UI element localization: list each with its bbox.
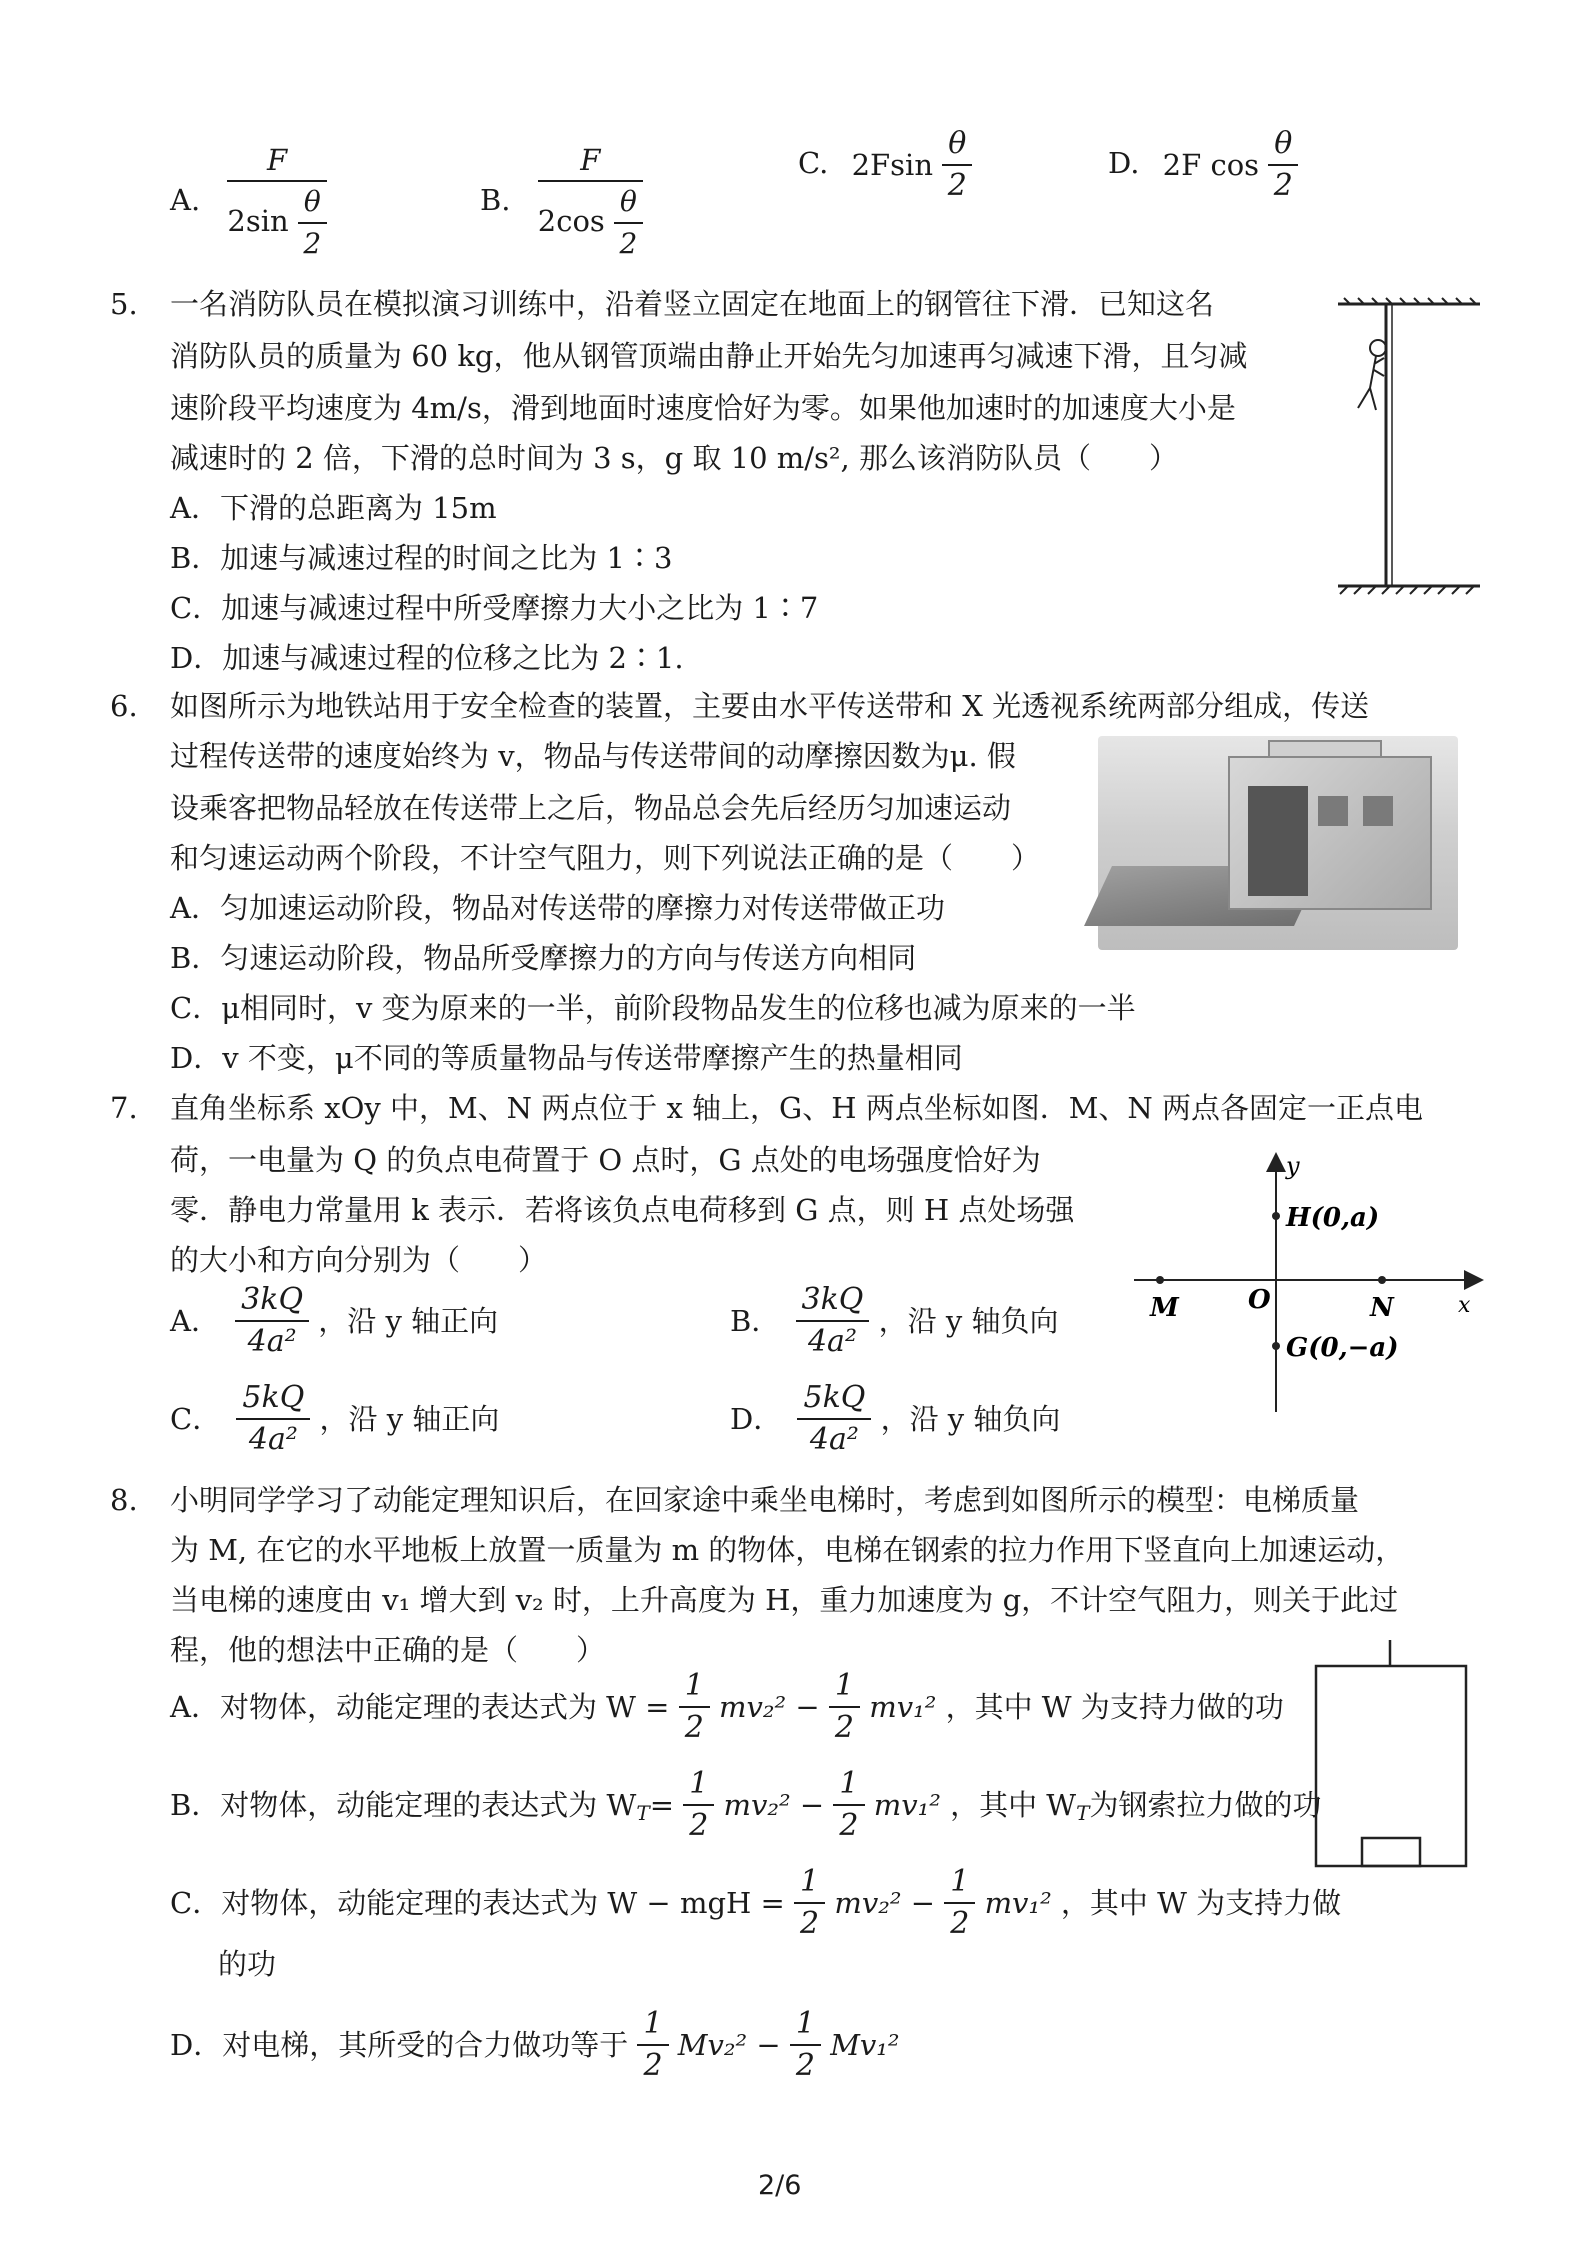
option-label: A.: [170, 183, 201, 217]
direction-text: ，沿 y 轴正向: [318, 1304, 499, 1338]
h-label: H(0,a): [1286, 1203, 1380, 1233]
question-number: 8.: [110, 1483, 138, 1517]
elevator-car: [1316, 1666, 1466, 1866]
monitor-2: [1363, 796, 1393, 826]
monitor-1: [1318, 796, 1348, 826]
kinetic-term-1: Mv₁²: [830, 2028, 900, 2062]
question-number: 5.: [110, 287, 138, 321]
n-label: N: [1370, 1293, 1394, 1323]
q8-option-c: [170, 1862, 1341, 1944]
half-denominator: 2: [684, 1710, 704, 1745]
option-label: D.: [1108, 146, 1140, 180]
q5-option-a: A．下滑的总距离为 15m: [170, 491, 497, 525]
kinetic-term-2: mv₂²: [723, 1788, 791, 1822]
q7-line-3: 零．静电力常量用 k 表示．若将该负点电荷移到 G 点，则 H 点处场强: [170, 1193, 1075, 1227]
q8-line-4: 程，他的想法中正确的是（ ）: [170, 1633, 606, 1667]
origin-label: O: [1248, 1285, 1271, 1315]
option-label: A．: [170, 1304, 220, 1338]
q8-line-2: 为 M, 在它的水平地板上放置一质量为 m 的物体，电梯在钢索的拉力作用下竖直向上加速运动，: [170, 1533, 1405, 1567]
kinetic-term-1: mv₁²: [984, 1886, 1052, 1920]
theta: θ: [614, 182, 643, 224]
q6-line-3: 设乘客把物品轻放在传送带上之后，物品总会先后经历匀加速运动: [170, 791, 1012, 825]
half-denominator: 2: [689, 1808, 709, 1843]
two: 2: [1273, 168, 1293, 203]
theta: θ: [942, 124, 972, 166]
option-label: B.: [480, 183, 511, 217]
kinetic-term-1: mv₁²: [869, 1690, 937, 1724]
option-text-tail: ，其中 W: [950, 1788, 1077, 1822]
half-denominator: 2: [950, 1906, 970, 1941]
half-numerator: 1: [944, 1862, 975, 1904]
q5-option-d: D．加速与减速过程的位移之比为 2∶1.: [170, 641, 684, 675]
half-numerator: 1: [833, 1764, 864, 1806]
point-n: [1378, 1276, 1386, 1284]
coordinate-system-figure: [1130, 1150, 1490, 1420]
direction-text: ，沿 y 轴负向: [880, 1402, 1061, 1436]
equals-sign: =: [649, 1788, 674, 1822]
q6-line-2: 过程传送带的速度始终为 v，物品与传送带间的动摩擦因数为μ. 假: [170, 739, 1016, 773]
q7-line-4: 的大小和方向分别为（ ）: [170, 1243, 548, 1277]
two: 2: [303, 227, 322, 260]
q7-line-1: 直角坐标系 xOy 中，M、N 两点位于 x 轴上，G、H 两点坐标如图．M、N 两点各固定一正点电: [170, 1091, 1423, 1125]
page-number: 2/6: [758, 2170, 802, 2201]
expression: 2Fsin: [851, 148, 934, 182]
q6-option-a: A．匀加速运动阶段，物品对传送带的摩擦力对传送带做正功: [170, 891, 945, 925]
fraction: [538, 140, 643, 264]
g-label: G(0,−a): [1286, 1333, 1399, 1363]
minus-sign: −: [910, 1886, 936, 1920]
question-number: 6.: [110, 689, 138, 723]
firefighter-pole-figure: [1330, 296, 1490, 614]
q5-line-3: 速阶段平均速度为 4m/s，滑到地面时速度恰好为零。如果他加速时的加速度大小是: [170, 391, 1236, 425]
fraction: [227, 140, 326, 264]
theta: θ: [298, 182, 327, 224]
q7-line-2: 荷，一电量为 Q 的负点电荷置于 O 点时，G 点处的电场强度恰好为: [170, 1143, 1041, 1177]
option-label: B．: [730, 1304, 781, 1338]
fraction-numerator: 3kQ: [796, 1280, 870, 1322]
fraction-denominator: 4a²: [248, 1422, 298, 1457]
half-numerator: 1: [637, 2004, 668, 2046]
subscript-t: T: [636, 1800, 650, 1825]
q8-line-1: 小明同学学习了动能定理知识后，在回家途中乘坐电梯时，考虑到如图所示的模型：电梯质量: [170, 1483, 1360, 1517]
q4-option-d: [1108, 124, 1298, 206]
two: 2: [947, 168, 967, 203]
q4-option-c: [798, 124, 972, 206]
q7-option-a: [170, 1280, 498, 1362]
q5-line-2: 消防队员的质量为 60 kg，他从钢管顶端由静止开始先匀加速再匀减速下滑，且匀减: [170, 339, 1248, 373]
fraction-numerator: 3kQ: [235, 1280, 309, 1322]
kinetic-term-2: Mv₂²: [677, 2028, 748, 2062]
half-numerator: 1: [679, 1666, 710, 1708]
y-axis-label: y: [1286, 1152, 1300, 1180]
direction-text: ，沿 y 轴正向: [319, 1402, 500, 1436]
fraction-denominator: 4a²: [247, 1324, 297, 1359]
option-text: B．对物体，动能定理的表达式为 W: [170, 1788, 637, 1822]
elevator-figure: [1300, 1636, 1480, 1876]
fraction-denominator: 4a²: [807, 1324, 857, 1359]
minus-sign: −: [795, 1690, 820, 1724]
point-m: [1156, 1276, 1164, 1284]
q4-option-b: [480, 140, 643, 264]
minus-sign: −: [756, 2028, 781, 2062]
point-g: [1272, 1342, 1280, 1350]
option-text: C．对物体，动能定理的表达式为 W − mgH =: [170, 1886, 785, 1920]
expression: 2F cos: [1162, 148, 1260, 182]
q8-option-b: [170, 1764, 1321, 1846]
minus-sign: −: [799, 1788, 825, 1822]
q4-option-a: [170, 140, 327, 264]
subscript-t: T: [1076, 1800, 1090, 1825]
theta: θ: [1268, 124, 1298, 166]
half-numerator: 1: [829, 1666, 860, 1708]
fraction-numerator: 5kQ: [797, 1378, 871, 1420]
fraction-denominator-text: 2cos: [537, 204, 605, 238]
object-block: [1362, 1838, 1420, 1866]
half-denominator: 2: [795, 2048, 815, 2083]
q7-option-d: [730, 1378, 1060, 1460]
kinetic-term-2: mv₂²: [719, 1690, 787, 1724]
fraction-numerator: F: [538, 140, 643, 182]
m-label: M: [1150, 1293, 1179, 1323]
question-number: 7.: [110, 1091, 138, 1125]
direction-text: ，沿 y 轴负向: [878, 1304, 1059, 1338]
half-numerator: 1: [794, 1862, 825, 1904]
kinetic-term-2: mv₂²: [834, 1886, 902, 1920]
q5-option-c: C．加速与减速过程中所受摩擦力大小之比为 1∶7: [170, 591, 819, 625]
half-numerator: 1: [790, 2004, 821, 2046]
fraction-numerator: F: [227, 140, 326, 182]
option-label: D．: [730, 1402, 783, 1436]
kinetic-term-1: mv₁²: [873, 1788, 941, 1822]
q7-option-b: [730, 1280, 1058, 1362]
half-denominator: 2: [839, 1808, 859, 1843]
half-numerator: 1: [683, 1764, 714, 1806]
q6-line-1: 如图所示为地铁站用于安全检查的装置，主要由水平传送带和 X 光透视系统两部分组成，传送: [170, 689, 1370, 723]
half-denominator: 2: [800, 1906, 820, 1941]
q8-option-c-continuation: 的功: [218, 1947, 277, 1981]
option-text: A．对物体，动能定理的表达式为 W =: [170, 1690, 670, 1724]
option-text-tail-2: 为钢索拉力做的功: [1089, 1788, 1322, 1822]
xray-scanner-photo: [1098, 736, 1458, 950]
fraction-numerator: 5kQ: [236, 1378, 310, 1420]
q6-line-4: 和匀速运动两个阶段，不计空气阻力，则下列说法正确的是（ ）: [170, 841, 1041, 875]
q8-option-d: [170, 2004, 900, 2086]
option-label: C.: [798, 146, 829, 180]
option-label: C．: [170, 1402, 222, 1436]
q5-line-1: 一名消防队员在模拟演习训练中，沿着竖立固定在地面上的钢管往下滑．已知这名: [170, 287, 1215, 321]
option-text-tail: ，其中 W 为支持力做: [1060, 1886, 1342, 1920]
q8-line-3: 当电梯的速度由 v₁ 增大到 v₂ 时，上升高度为 H，重力加速度为 g，不计空气阻力，则关于此过: [170, 1583, 1399, 1617]
q5-line-4: 减速时的 2 倍，下滑的总时间为 3 s，g 取 10 m/s², 那么该消防队员（ ）: [170, 441, 1178, 475]
q7-option-c: [170, 1378, 499, 1460]
two: 2: [619, 227, 638, 260]
half-denominator: 2: [643, 2048, 663, 2083]
point-h: [1272, 1212, 1280, 1220]
q5-option-b: B．加速与减速过程的时间之比为 1∶3: [170, 541, 673, 575]
option-text: D．对电梯，其所受的合力做功等于: [170, 2028, 629, 2062]
fraction-denominator-text: 2sin: [227, 204, 289, 238]
x-axis-label: x: [1458, 1293, 1471, 1318]
fraction-denominator: 4a²: [809, 1422, 859, 1457]
q6-option-c: C．μ相同时，v 变为原来的一半，前阶段物品发生的位移也减为原来的一半: [170, 991, 1136, 1025]
half-denominator: 2: [834, 1710, 855, 1745]
option-text-tail: ，其中 W 为支持力做的功: [945, 1690, 1284, 1724]
q6-option-b: B．匀速运动阶段，物品所受摩擦力的方向与传送方向相同: [170, 941, 917, 975]
q8-option-a: [170, 1666, 1284, 1748]
scanner-tunnel: [1248, 786, 1308, 896]
q6-option-d: D．v 不变，μ不同的等质量物品与传送带摩擦产生的热量相同: [170, 1041, 963, 1075]
